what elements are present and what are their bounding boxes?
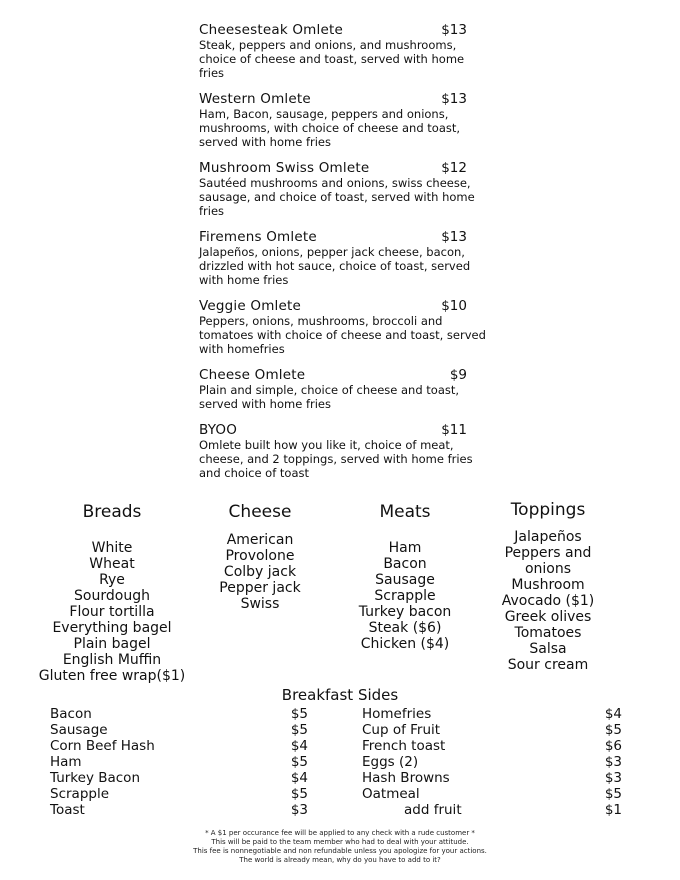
side-name: Scrapple <box>50 786 110 802</box>
side-name: Sausage <box>50 722 108 738</box>
notice-line: This fee is nonnegotiable and non refundable unless you apologize for your actions. <box>193 847 487 855</box>
topping-item: Jalapeños <box>514 529 582 545</box>
omelet-list <box>199 22 489 491</box>
meat-item: Scrapple <box>374 588 436 604</box>
bread-item: Everything bagel <box>52 620 172 636</box>
side-name: Bacon <box>50 706 92 722</box>
omelet-name: Veggie Omlete <box>199 298 302 314</box>
cheese-heading: Cheese <box>228 502 292 522</box>
omelet-description: Ham, Bacon, sausage, peppers and onions, mushrooms, with choice of cheese and toast, served with home fries <box>199 107 461 149</box>
bread-item: English Muffin <box>62 652 162 668</box>
omelet-description: Plain and simple, choice of cheese and toast, served with home fries <box>199 383 460 411</box>
omelet-description: Peppers, onions, mushrooms, broccoli and tomatoes with choice of cheese and toast, served with homefries <box>199 314 486 356</box>
side-row <box>50 722 308 738</box>
side-row <box>362 770 622 786</box>
cheese-item: Pepper jack <box>219 580 301 596</box>
omelet-price: $13 <box>441 229 467 245</box>
omelet-item <box>199 298 489 356</box>
breads-column <box>22 502 202 684</box>
side-row <box>362 754 622 770</box>
cheese-item: Swiss <box>240 596 280 612</box>
bread-item: Rye <box>99 572 125 588</box>
bread-item: Wheat <box>89 556 135 572</box>
rude-customer-notice <box>0 829 680 865</box>
side-name: Toast <box>50 802 85 818</box>
omelet-name: Western Omlete <box>199 91 311 107</box>
bread-item: Sourdough <box>74 588 150 604</box>
meat-item: Chicken ($4) <box>360 636 450 652</box>
omelet-item <box>199 367 489 411</box>
meats-column <box>340 502 470 652</box>
toppings-heading: Toppings <box>510 500 586 520</box>
side-name: Corn Beef Hash <box>50 738 155 754</box>
side-name: Oatmeal <box>362 786 420 802</box>
side-price: $4 <box>604 706 622 722</box>
meats-heading: Meats <box>379 502 431 522</box>
meat-item: Turkey bacon <box>358 604 452 620</box>
side-price: $4 <box>290 738 308 754</box>
side-price: $4 <box>290 770 308 786</box>
topping-item: onions <box>524 561 572 577</box>
topping-item: Peppers and <box>504 545 592 561</box>
meat-item: Sausage <box>375 572 435 588</box>
omelet-description: Omlete built how you like it, choice of meat, cheese, and 2 toppings, served with home fries and choice of toast <box>199 438 473 480</box>
topping-item: Avocado ($1) <box>501 593 595 609</box>
side-price: $5 <box>604 722 622 738</box>
sides-left-column <box>50 706 308 818</box>
topping-item: Salsa <box>529 641 567 657</box>
side-row <box>362 722 622 738</box>
omelet-name: Mushroom Swiss Omlete <box>199 160 370 176</box>
side-name: add fruit <box>404 802 462 818</box>
omelet-price: $9 <box>449 367 467 383</box>
side-row <box>50 770 308 786</box>
side-price: $5 <box>290 786 308 802</box>
omelet-item <box>199 229 489 287</box>
side-price: $6 <box>604 738 622 754</box>
side-price: $3 <box>290 802 308 818</box>
omelet-item <box>199 160 489 218</box>
omelet-item <box>199 422 489 480</box>
meat-item: Bacon <box>383 556 427 572</box>
meat-item: Steak ($6) <box>368 620 442 636</box>
side-price: $3 <box>604 770 622 786</box>
cheese-item: Provolone <box>225 548 295 564</box>
breads-heading: Breads <box>82 502 142 522</box>
side-row <box>362 706 622 722</box>
side-row <box>362 802 622 818</box>
side-row <box>362 786 622 802</box>
omelet-item <box>199 91 489 149</box>
cheese-item: Colby jack <box>223 564 297 580</box>
side-price: $1 <box>604 802 622 818</box>
side-name: Cup of Fruit <box>362 722 441 738</box>
omelet-name: Cheesesteak Omlete <box>199 22 343 38</box>
side-row <box>362 738 622 754</box>
side-price: $5 <box>604 786 622 802</box>
omelet-description: Sautéed mushrooms and onions, swiss cheese, sausage, and choice of toast, served with home fries <box>199 176 475 218</box>
bread-item: Flour tortilla <box>69 604 155 620</box>
notice-line: This will be paid to the team member who had to deal with your attitude. <box>211 838 469 846</box>
cheese-column <box>200 502 320 612</box>
bread-item: White <box>91 540 133 556</box>
side-name: Homefries <box>362 706 432 722</box>
side-name: Eggs (2) <box>362 754 419 770</box>
side-name: French toast <box>362 738 446 754</box>
omelet-price: $11 <box>441 422 467 438</box>
meat-item: Ham <box>388 540 422 556</box>
cheese-item: American <box>226 532 294 548</box>
side-row <box>50 738 308 754</box>
omelet-price: $12 <box>441 160 467 176</box>
side-row <box>50 786 308 802</box>
sides-heading: Breakfast Sides <box>281 686 399 704</box>
omelet-name: BYOO <box>199 422 238 438</box>
topping-item: Greek olives <box>504 609 592 625</box>
side-name: Hash Browns <box>362 770 450 786</box>
omelet-name: Firemens Omlete <box>199 229 317 245</box>
side-price: $5 <box>290 722 308 738</box>
bread-item: Gluten free wrap($1) <box>38 668 186 684</box>
side-name: Ham <box>50 754 82 770</box>
side-price: $5 <box>290 706 308 722</box>
side-row <box>50 802 308 818</box>
omelet-name: Cheese Omlete <box>199 367 306 383</box>
side-price: $3 <box>604 754 622 770</box>
topping-item: Mushroom <box>511 577 585 593</box>
toppings-column <box>488 500 608 673</box>
topping-item: Tomatoes <box>514 625 582 641</box>
omelet-description: Steak, peppers and onions, and mushrooms, choice of cheese and toast, served with home fries <box>199 38 465 80</box>
side-name: Turkey Bacon <box>50 770 140 786</box>
omelet-price: $10 <box>441 298 467 314</box>
omelet-item <box>199 22 489 80</box>
side-row <box>50 754 308 770</box>
bread-item: Plain bagel <box>73 636 151 652</box>
notice-line: * A $1 per occurance fee will be applied to any check with a rude customer * <box>205 829 475 837</box>
topping-item: Sour cream <box>507 657 589 673</box>
omelet-price: $13 <box>441 22 467 38</box>
omelet-price: $13 <box>441 91 467 107</box>
sides-right-column <box>362 706 622 818</box>
omelet-description: Jalapeños, onions, pepper jack cheese, bacon, drizzled with hot sauce, choice of toast, served with home fries <box>199 245 471 287</box>
side-row <box>50 706 308 722</box>
notice-line: The world is already mean, why do you have to add to it? <box>239 856 441 864</box>
side-price: $5 <box>290 754 308 770</box>
